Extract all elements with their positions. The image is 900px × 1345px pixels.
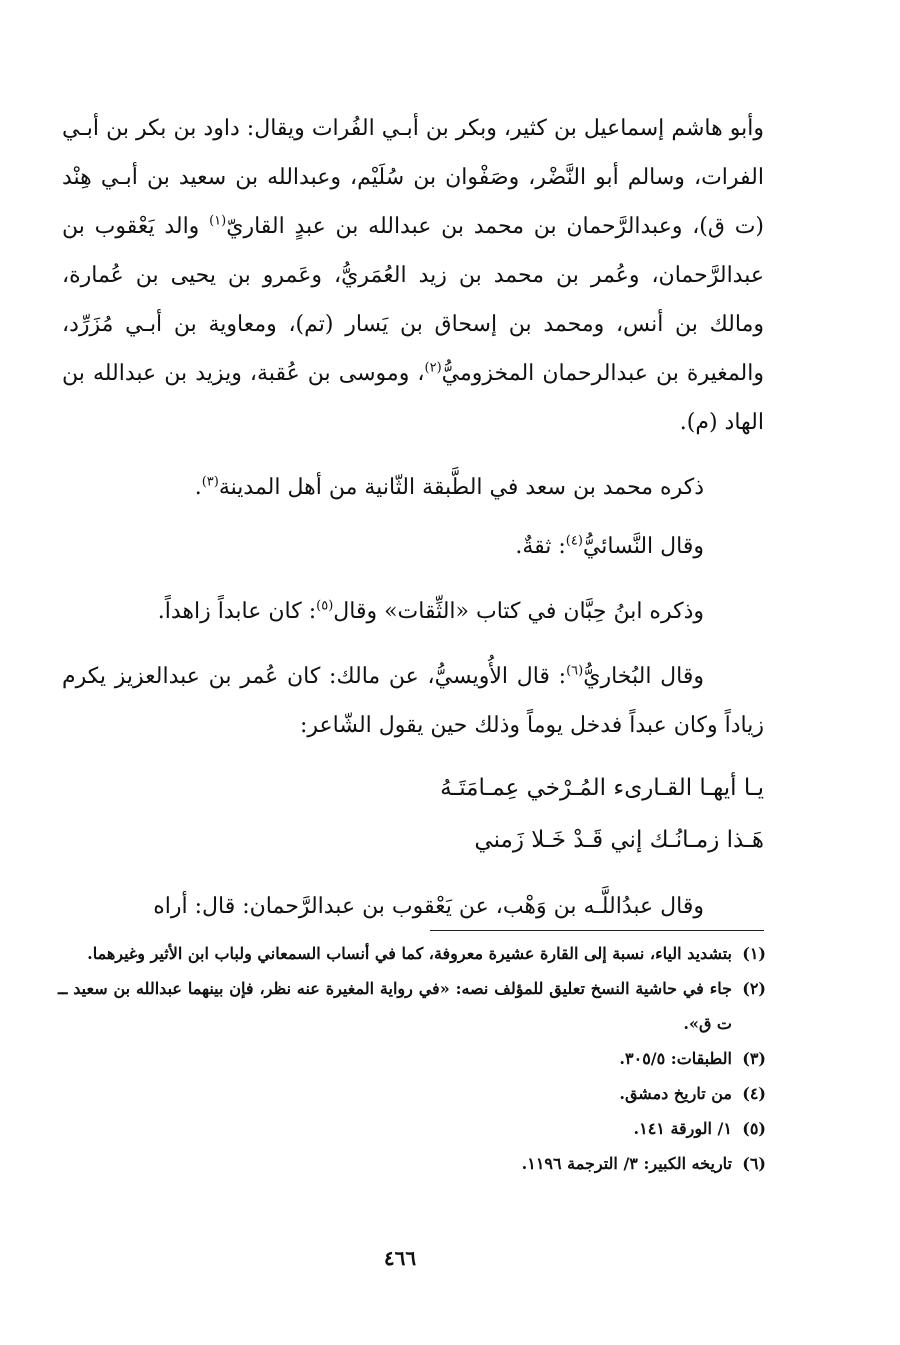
page-number: ٤٦٦ — [383, 1246, 417, 1270]
paragraph-ibn-saad: ذكره محمد بن سعد في الطَّبقة الثّانية من أهل المدينة$^{(٣)}$. — [194, 474, 704, 500]
paragraph-ibn-wahb: وقال عبدُاللَّـه بن وَهْب، عن يَعْقوب بن عبدالرَّحمان: قال: أراه — [153, 894, 704, 919]
footnote-number: (٢) — [742, 979, 766, 998]
footnote-5 — [58, 1111, 766, 1146]
footnote-6 — [58, 1146, 766, 1181]
footnote-4 — [58, 1076, 766, 1111]
footnote-ref-1[interactable]: (١) — [209, 213, 227, 229]
footnote-text: من تاريخ دمشق. — [619, 1084, 732, 1103]
footnote-ref-4[interactable]: (٤) — [565, 533, 583, 549]
footnote-ref-2[interactable]: (٢) — [424, 360, 442, 376]
footnote-number: (١) — [742, 944, 766, 963]
footnote-text: ١/ الورقة ١٤١. — [633, 1119, 732, 1138]
footnote-number: (٥) — [742, 1119, 766, 1138]
paragraph-narrators: وأبو هاشم إسماعيل بن كثير، وبكر بن أبـي الفُرات ويقال: داود بن بكر بن أبـي الفرات، وسالم أبو النَّضْر، وصَفْوان بن سُلَيْم، وعبدالله بن سعيد بن أبـي هِنْد (ت ق)، وعبدالرَّحمان بن محمد بن عبدالله بن عبدٍ القاريّ$^{(١)}$ والد يَعْقوب بن عبدالرَّحمان، وعُمر بن محمد بن زيد العُمَريُّ، وعَمرو بن يحيى بن عُمارة، ومالك بن أنس، ومحمد بن إسحاق بن يَسار (تم)، ومعاوية بن أبـي مُزَرِّد، والمغيرة بن عبدالرحمان المخزوميُّ$^{(٢)}$، وموسى بن عُقبة، ويزيد بن عبدالله بن الهاد (م). — [62, 116, 765, 435]
footnote-number: (٤) — [742, 1084, 766, 1103]
poem-verse — [62, 762, 764, 866]
main-text — [62, 104, 764, 931]
footnote-text: بتشديد الياء، نسبة إلى القارة عشيرة معروفة، كما في أنساب السمعاني ولباب ابن الأثير وغيرهما. — [87, 944, 732, 963]
footnote-number: (٣) — [742, 1049, 766, 1068]
verse-line-2: هَـذا زمـانُـك إني قَـدْ خَـلا زَمني — [474, 827, 764, 853]
footnote-text: جاء في حاشية النسخ تعليق للمؤلف نصه: «في رواية المغيرة عنه نظر، فإن بينهما عبدالله بن سعيد ــ ت ق». — [58, 979, 732, 1033]
footnote-text: تاريخه الكبير: ٣/ الترجمة ١١٩٦. — [521, 1154, 732, 1173]
footnote-3 — [58, 1041, 766, 1076]
footnote-separator — [430, 930, 764, 931]
paragraph-ibn-hibban: وذكره ابنُ حِبَّان في كتاب «الثِّقات» وقال$^{(٥)}$: كان عابداً زاهداً. — [157, 598, 704, 624]
paragraph-bukhari: وقال البُخاريُّ$^{(٦)}$: قال الأُويسيُّ، عن مالك: كان عُمر بن عبدالعزيز يكرم زياداً وكان عبداً فدخل يوماً وذلك حين يقول الشّاعر: — [62, 663, 764, 738]
footnote-ref-3[interactable]: (٣) — [201, 474, 219, 490]
footnote-2 — [58, 971, 766, 1041]
footnote-number: (٦) — [742, 1154, 766, 1173]
verse-line-1: يـا أيهـا القـارىء المُـرْخي عِمـامَتَـهُ — [440, 775, 764, 801]
paragraph-nasai: وقال النَّسائيُّ$^{(٤)}$: ثقةٌ. — [515, 533, 704, 559]
footnote-1 — [58, 936, 766, 971]
footnote-ref-5[interactable]: (٥) — [316, 598, 334, 614]
footnote-text: الطبقات: ٣٠٥/٥. — [619, 1049, 732, 1068]
footnotes — [58, 936, 766, 1181]
footnote-ref-6[interactable]: (٦) — [566, 663, 584, 679]
